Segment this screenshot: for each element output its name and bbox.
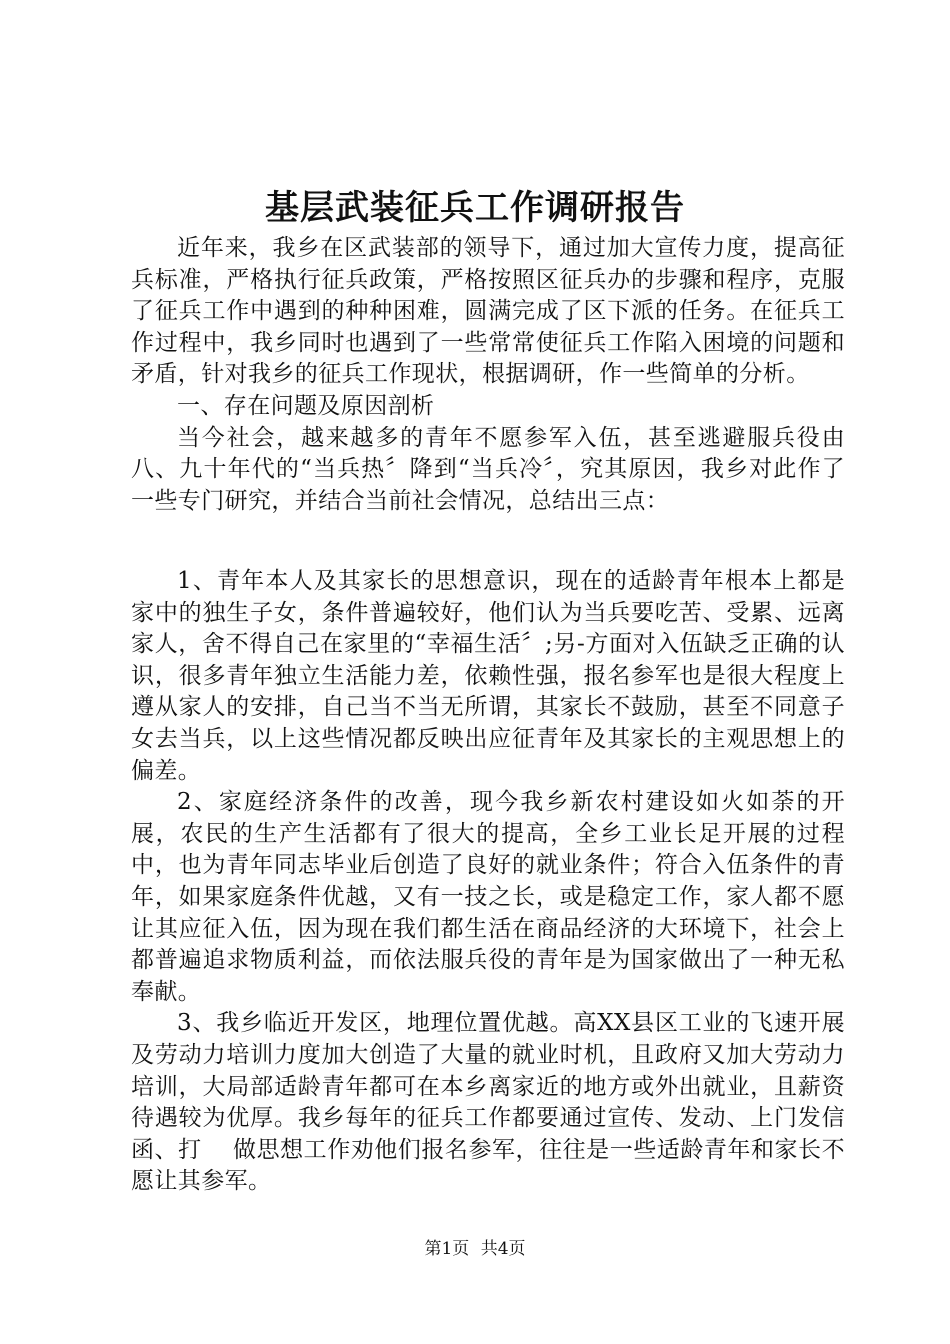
body-block-reasons	[131, 566, 845, 1198]
paragraph-reason-2: 2、家庭经济条件的改善，现今我乡新农村建设如火如荼的开展，农民的生产生活都有了很大的提高，全乡工业长足开展的过程中，也为青年同志毕业后创造了良好的就业条件；符合入伍条件的青年，如果家庭条件优越，又有一技之长，或是稳定工作，家人都不愿让其应征入伍，因为现在我们都生活在商品经济的大环境下，社会上都普遍追求物质利益，而依法服兵役的青年是为国家做出了一种无私奉献。	[131, 789, 845, 1005]
paragraph-reason-3: 3、我乡临近开发区，地理位置优越。高XX县区工业的飞速开展及劳动力培训力度加大创造了大量的就业时机，且政府又加大劳动力培训，大局部适龄青年都可在本乡离家近的地方或外出就业，且薪资待遇较为优厚。我乡每年的征兵工作都要通过宣传、发动、上门发信函、打 做思想工作劝他们报名参军，往往是一些适龄青年和家长不愿让其参军。	[131, 1010, 845, 1195]
page-footer	[0, 1237, 950, 1261]
paragraph-intro: 近年来，我乡在区武装部的领导下，通过加大宣传力度，提高征兵标准，严格执行征兵政策，严格按照区征兵办的步骤和程序，克服了征兵工作中遇到的种种困难，圆满完成了区下派的任务。在征兵工作过程中，我乡同时也遇到了一些常常使征兵工作陷入困境的问题和矛盾，针对我乡的征兵工作现状，根据调研，作一些简单的分析。	[131, 235, 845, 388]
page-number: 第1页	[424, 1239, 470, 1259]
section-heading-problems: 一、存在问题及原因剖析	[177, 392, 435, 419]
body-block-intro	[131, 233, 845, 517]
page-total: 共4页	[480, 1239, 526, 1259]
paragraph-reason-1: 1、青年本人及其家长的思想意识，现在的适龄青年根本上都是家中的独生子女，条件普遍较好，他们认为当兵要吃苦、受累、远离家人，舍不得自己在家里的“幸福生活〞;另-方面对入伍缺乏正确的认识，很多青年独立生活能力差，依赖性强，报名参军也是很大程度上遵从家人的安排，自己当不当无所谓，其家长不鼓励，甚至不同意子女去当兵，以上这些情况都反映出应征青年及其家长的主观思想上的偏差。	[131, 568, 845, 784]
paragraph-current-situation: 当今社会，越来越多的青年不愿参军入伍，甚至逃避服兵役由八、九十年代的“当兵热〞降到“当兵冷〞，究其原因，我乡对此作了一些专门研究，并结合当前社会情况，总结出三点：	[131, 424, 845, 514]
document-title: 基层武装征兵工作调研报告	[265, 188, 685, 228]
